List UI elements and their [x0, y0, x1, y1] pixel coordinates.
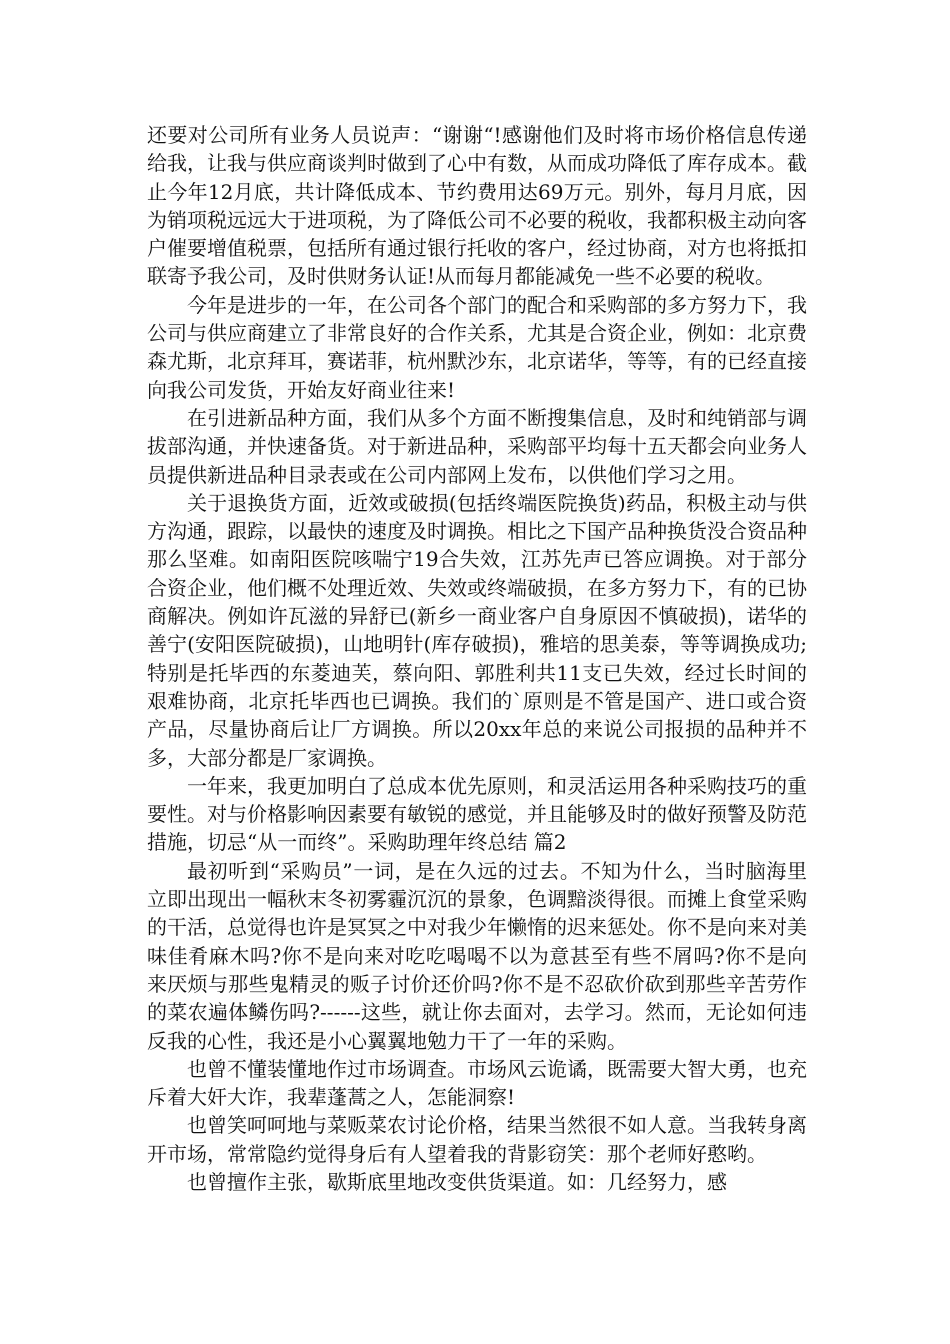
paragraph-supply-channel: 也曾擅作主张，歇斯底里地改变供货渠道。如：几经努力，感 — [187, 1169, 727, 1194]
paragraph-first-heard: 最初听到“采购员”一词，是在久远的过去。不知为什么，当时脑海里立即出现出一幅秋末冬初雾霾沉沉的景象，色调黯淡得很。而摊上食堂采购的干活，总觉得也许是冥冥之中对我少年懒惰的迟来惩处。你不是向来对美味佳肴麻木吗?你不是向来对吃吃喝喝不以为意甚至有些不屑吗?你不是向来厌烦与那些鬼精灵的贩子讨价还价吗?你不是不忍砍价砍到那些辛苦劳作的菜农遍体鳞伤吗?------这些，就让你去面对，去学习。然而，无论如何违反我的心性，我还是小心翼翼地勉力干了一年的采购。 — [147, 858, 807, 1053]
document-body — [147, 121, 807, 1196]
paragraph-price-discussion: 也曾笑呵呵地与菜贩菜农讨论价格，结果当然很不如人意。当我转身离开市场，常常隐约觉得身后有人望着我的背影窃笑：那个老师好憨哟。 — [147, 1113, 807, 1166]
paragraph-market-research: 也曾不懂装懂地作过市场调查。市场风云诡谲，既需要大智大勇，也充斥着大奸大诈，我辈蓬蒿之人，怎能洞察! — [147, 1056, 807, 1110]
paragraph-continued: 还要对公司所有业务人员说声：“谢谢“!感谢他们及时将市场价格信息传递给我，让我与供应商谈判时做到了心中有数，从而成功降低了库存成本。截止今年12月底，共计降低成本、节约费用达69万元。别外，每月月底，因为销项税远远大于进项税，为了降低公司不必要的税收，我都积极主动向客户催要增值税票，包括所有通过银行托收的客户，经过协商，对方也将抵扣联寄予我公司，及时供财务认证!从而每月都能减免一些不必要的税收。 — [147, 123, 807, 289]
paragraph-new-products: 在引进新品种方面，我们从多个方面不断搜集信息，及时和纯销部与调拔部沟通，并快速备货。对于新进品种，采购部平均每十五天都会向业务人员提供新进品种目录表或在公司内部网上发布，以供他们学习之用。 — [147, 405, 807, 487]
paragraph-year-summary: 一年来，我更加明白了总成本优先原则，和灵活运用各种采购技巧的重要性。对与价格影响因素要有敏锐的感觉，并且能够及时的做好预警及防范措施，切忌“从一而终”。采购助理年终总结 篇2 — [147, 773, 807, 855]
paragraph-supplier-cooperation: 今年是进步的一年，在公司各个部门的配合和采购部的多方努力下，我公司与供应商建立了非常良好的合作关系，尤其是合资企业，例如：北京费森尤斯，北京拜耳，赛诺菲，杭州默沙东，北京诺华，等等，有的已经直接向我公司发货，开始友好商业往来! — [147, 292, 807, 402]
paragraph-returns-exchanges: 关于退换货方面，近效或破损(包括终端医院换货)药品，积极主动与供方沟通，跟踪，以最快的速度及时调换。相比之下国产品种换货没合资品种那么坚难。如南阳医院咳喘宁19合失效，江苏先声已答应调换。对于部分合资企业，他们概不处理近效、失效或终端破损，在多方努力下，有的已协商解决。例如许瓦滋的异舒已(新乡一商业客户自身原因不慎破损)，诺华的善宁(安阳医院破损)，山地明针(库存破损)，雅培的思美泰，等等调换成功;特别是托毕西的东菱迪芙，蔡向阳、郭胜利共11支已失效，经过长时间的艰难协商，北京托毕西也已调换。我们的`原则是不管是国产、进口或合资产品，尽量协商后让厂方调换。所以20xx年总的来说公司报损的品种并不多，大部分都是厂家调换。 — [147, 490, 807, 770]
